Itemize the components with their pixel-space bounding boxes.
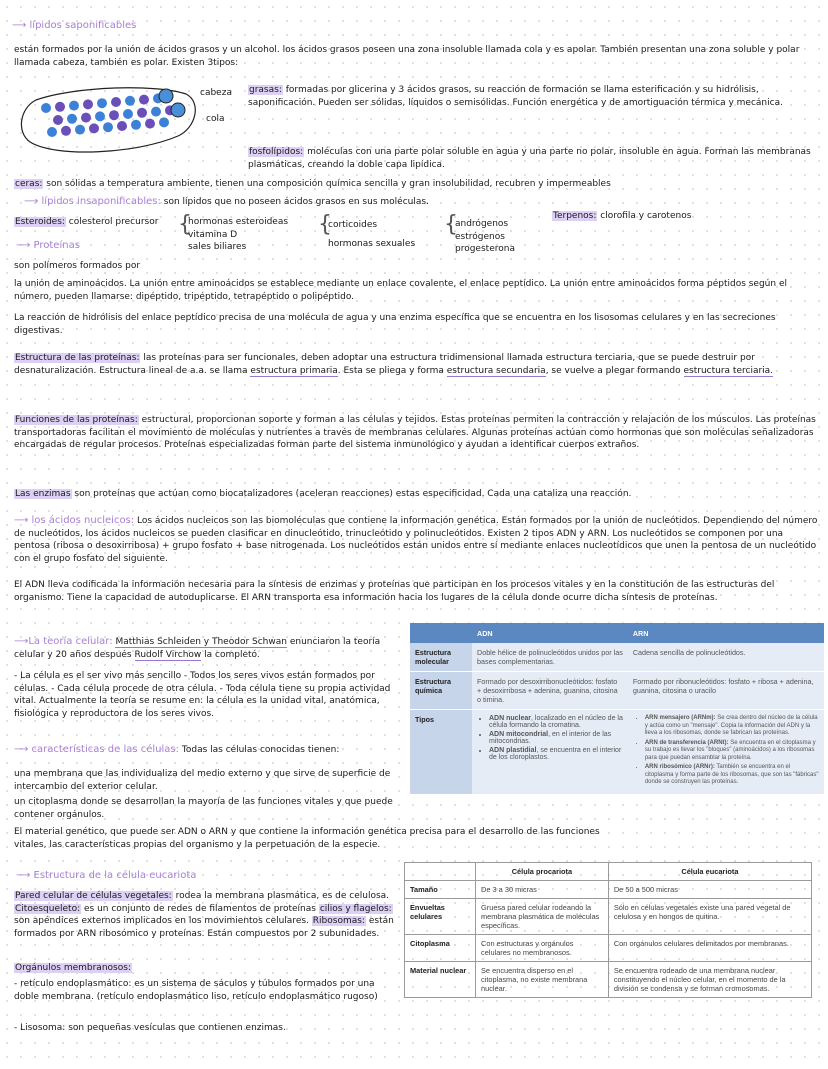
table-cell: Se encuentra rodeado de una membrana nuclear constituyendo el núcleo celular, en el momento de la división se condensa y se forman cromosomas.	[608, 962, 811, 998]
lipid-diagram	[16, 80, 198, 160]
brace-1: {	[178, 212, 192, 237]
table-cell: De 50 a 500 micras	[608, 881, 811, 899]
lipid-head	[159, 89, 173, 103]
caracteristicas-line: ⟶ características de las células: Todas las células conocidas tienen:	[14, 744, 340, 755]
label-cola: cola	[206, 114, 225, 124]
row-header: Material nuclear	[405, 962, 476, 998]
table-header-cell: Célula eucariota	[608, 863, 811, 881]
title-insaponificables: lípidos insaponificables:	[41, 196, 161, 207]
lipid-bead	[89, 123, 99, 133]
table-cell: Gruesa pared celular rodeando la membrana plasmática de moléculas específicas.	[476, 899, 609, 935]
table-row	[410, 672, 824, 710]
ceras-paragraph	[14, 178, 814, 191]
estructura-proteinas: Estructura de las proteínas: las proteínas para ser funcionales, deben adoptar una estructura tridimensional llamada estructura terciaria, que se puede destruir por desnaturalización. Estructura lineal de a.a. se llama estructura primaria. Esta se pliega y forma estructura secundaria, se vuelve a plegar formando estructura terciaria.	[14, 353, 774, 376]
row-header: Tamaño	[405, 881, 476, 899]
list-item: estrógenos	[455, 231, 505, 242]
table-cell: Se encuentra disperso en el citoplasma, no existe membrana nuclear.	[476, 962, 609, 998]
lipid-bead	[103, 122, 113, 132]
brace-3: {	[444, 212, 458, 237]
nucleicos-paragraph-2: El ADN lleva codificada la información necesaria para la síntesis de enzimas y proteínas que participan en los procesos vitales y en la constitución de las estructuras del organismo. Tiene la capacidad de autoduplicarse. El ARN transporta esa información hacia los lugares de la célula donde ocurre dicha síntesis de proteínas.	[14, 580, 775, 603]
esteroides-term: Esteroides:	[15, 217, 65, 227]
lipid-bead	[117, 121, 127, 131]
table-cell: Formado por ribonucleótidos: fosfato + ribosa + adenina, guanina, citosina o uracilo	[628, 672, 824, 710]
table-cell	[472, 710, 628, 795]
caracteristicas-membrana: una membrana que las individualiza del medio externo y que sirve de superficie de intercambio del exterior celular.	[14, 769, 391, 792]
row-header: Tipos	[410, 710, 472, 795]
list-item: corticoides	[328, 220, 378, 230]
lipid-bead	[125, 96, 135, 106]
caracteristicas-material: El material genético, que puede ser ADN o ARN y que contiene la información genética precisa para el desarrollo de las funciones vitales, las características propias del organismo y la perpetuación de la especie.	[14, 827, 600, 850]
funciones-term: Funciones de las proteínas:	[15, 415, 138, 425]
lipid-bead	[145, 119, 155, 129]
list-item: • ADN mitocondrial, en el interior de las mitocondrias.	[489, 731, 623, 745]
lipid-bead	[81, 113, 91, 123]
table-row	[405, 881, 812, 899]
lipid-bead	[41, 103, 51, 113]
terpenos-term: Terpenos:	[553, 211, 597, 221]
table-header-cell	[410, 623, 472, 643]
enzimas-term: Las enzimas	[15, 489, 71, 499]
eucariota-pared: Pared celular de células vegetales: rodea la membrana plasmática, es de celulosa. Citoesqueleto: es un conjunto de redes de filamentos de proteínas cilios y flagelos: son apéndices externos implicados en los movimientos celulares. Ribosomas: están formados por ARN ribosómico y proteínas. Están compuestos por 2 subunidades.	[14, 891, 394, 939]
list-item: vitamina D	[188, 229, 238, 240]
table-cell: Doble hélice de polinucleótidos unidos por las bases complementarias.	[472, 643, 628, 672]
proteinas-p3: La reacción de hidrólisis del enlace peptídico precisa de una molécula de agua y una enzima específica que se encuentra en los lisosomas celulares y en las secreciones digestivas.	[14, 313, 776, 336]
list-item: • ADN plastidial, se encuentra en el interior de los cloroplastos.	[489, 747, 623, 761]
lipid-bead	[131, 120, 141, 130]
list-item: • ARN ribosómico (ARNr): También se encuentra en el citoplasma y forma parte de los ribosomas, que son las "fábricas" donde se construyen las proteínas.	[645, 764, 819, 787]
table-cell: Cadena sencilla de polinucleótidos.	[628, 643, 824, 672]
estructura-secundaria: estructura secundaria	[446, 365, 546, 376]
list-item: andrógenos	[455, 219, 509, 229]
lipid-bead	[109, 110, 119, 120]
lipid-bead	[159, 117, 169, 127]
celula-table	[404, 862, 812, 998]
table-header-cell: Célula procariota	[476, 863, 609, 881]
esteroides-list-3	[455, 218, 515, 256]
table-row	[405, 962, 812, 998]
grasas-text: formadas por glicerina y 3 ácidos grasos, su reacción de formación se llama esterificación y su hidrólisis, saponificación. Pueden ser sólidas, líquidos o semisólidas. Función energética y de amortiguación térmica y mecánica.	[248, 85, 783, 108]
table-cell: Con orgánulos celulares delimitados por membranas.	[608, 935, 811, 962]
row-header: Envueltas celulares	[405, 899, 476, 935]
terpenos-text: clorofila y carotenos	[600, 211, 692, 221]
list-item: • ARN mensajero (ARNm): Se crea dentro del núcleo de la célula y actúa como un "mensaje". Copia la información del ADN y la lleva a los ribosomas, donde se fabrican las proteínas.	[645, 715, 819, 738]
table-cell: Con estructuras y orgánulos celulares no membranosos.	[476, 935, 609, 962]
insaponificables-line: ⟶ lípidos insaponificables: son lípidos que no poseen ácidos grasos en sus moléculas.	[24, 196, 429, 207]
table-header-cell: ADN	[472, 623, 628, 643]
list-item: progesterona	[455, 244, 515, 255]
table-cell: Formado por desoxirribonucleótidos: fosfato + desoxirribosa + adenina, guanina, citosina o timina.	[472, 672, 628, 710]
proteinas-p2: la unión de aminoácidos. La unión entre aminoácidos se establece mediante un enlace covalente, el enlace peptídico. La unión entre aminoácidos forma péptidos según el número, pueden llamarse: dipéptido, tripéptido, tetrapéptido o polipéptido.	[14, 279, 787, 302]
lipid-bead	[67, 114, 77, 124]
lipid-bead	[47, 127, 57, 137]
label-cabeza: cabeza	[200, 88, 232, 98]
fosfolipidos-paragraph	[248, 146, 818, 171]
lipid-head	[171, 103, 185, 117]
funciones-proteinas	[14, 414, 820, 452]
grasas-term: grasas:	[249, 85, 282, 95]
esteroides-text: colesterol precursor	[68, 217, 159, 227]
table-header-row	[405, 863, 812, 881]
proteinas-p1: son polímeros formados por	[14, 261, 141, 271]
lipid-bead	[83, 99, 93, 109]
funciones-text: estructural, proporcionan soporte y forman a las células y tejidos. Estas proteínas permiten la contracción y relajación de los músculos. Las proteínas transportadoras facilitan el movimiento de moléculas y nutrientes a través de membranas celulares. Algunas proteínas actúan como hormonas que son moléculas señalizadoras encargadas de regular procesos. Proteínas especializadas forman parte del sistema inmunológico y ayudan a identificar cuerpos extraños.	[14, 415, 816, 451]
lipid-bead	[55, 102, 65, 112]
list-item: • ADN nuclear, localizado en el núcleo de la célula formando la cromatina.	[489, 715, 623, 729]
fosfolipidos-term: fosfolípidos:	[249, 147, 304, 157]
list-item: • ARN de transferencia (ARNt): Se encuentra en el citoplasma y su trabajo es llevar los "bloques" (aminoácidos) a los ribosomas para que puedan ensamblar la proteína.	[645, 740, 819, 763]
eucariota-organulos-title: Orgánulos membranosos:	[15, 963, 131, 973]
title-teoria: La teoría celular:	[28, 636, 113, 647]
list-item: sales biliares	[188, 242, 247, 253]
lipid-bead	[139, 95, 149, 105]
enzimas-paragraph	[14, 488, 820, 501]
esteroides-list-1	[188, 216, 288, 254]
table-row	[410, 643, 824, 672]
lipid-bead	[53, 115, 63, 125]
terpenos-line	[552, 210, 691, 223]
table-cell: Sólo en células vegetales existe una pared vegetal de celulosa y en hongos de quitina.	[608, 899, 811, 935]
ceras-term: ceras:	[15, 179, 43, 189]
list-item: hormonas sexuales	[328, 239, 416, 249]
grasas-paragraph	[248, 84, 818, 109]
title-nucleicos: los ácidos nucleicos:	[31, 515, 135, 526]
brace-2: {	[318, 212, 332, 237]
eucariota-reticulo: - retículo endoplasmático: es un sistema de sáculos y túbulos formados por una doble membrana. (retículo endoplasmático liso, retículo endoplasmático rugoso)	[14, 979, 378, 1002]
nucleicos-paragraph: ⟶ los ácidos nucleicos: Los ácidos nucleicos son las biomoléculas que contiene la información genética. Están formados por la unión de nucleótidos. Dependiendo del número de nucleótidos, los ácidos nucleicos se pueden clasificar en dinucleótido, trinucleótido y polinucleótidos. Existen 2 tipos ADN y ARN. Los nucleótidos se componen por una pentosa (ribosa o desoxirribosa) + grupo fosfato + base nitrogenada. Los nucleótidos están unidos entre sí mediante enlaces nucleotídicos que unen la pentosa de un nucleótido con el grupo fosfato del siguiente.	[14, 515, 818, 564]
fosfolipidos-text: moléculas con una parte polar soluble en agua y una parte no polar, insoluble en agua. Forman las membranas plasmáticas, creando la doble capa lipídica.	[248, 147, 811, 170]
lipid-bead	[97, 98, 107, 108]
teoria-postulados: - La célula es el ser vivo más sencillo - Todos los seres vivos están formados por células. - Cada célula procede de otra célula. - Toda célula tiene su propia actividad vital. Actualmente la teoría se resume en: la célula es la unidad vital, anatómica, fisiológica y reproductora de los seres vivos.	[14, 671, 391, 719]
enzimas-text: son proteínas que actúan como biocatalizadores (aceleran reacciones) estas especificidad. Cada una cataliza una reacción.	[74, 489, 632, 499]
row-header: Estructura química	[410, 672, 472, 710]
list-item: hormonas esteroideas	[188, 217, 289, 227]
row-header: Estructura molecular	[410, 643, 472, 672]
table-row	[410, 710, 824, 795]
esteroides-list-2	[328, 216, 415, 254]
lipid-bead	[61, 126, 71, 136]
table-cell	[628, 710, 824, 795]
estructura-terciaria: estructura terciaria.	[683, 365, 774, 376]
lipid-bead	[137, 108, 147, 118]
lipid-bead	[75, 125, 85, 135]
lipid-bead	[151, 107, 161, 117]
estructura-term: Estructura de las proteínas:	[15, 353, 140, 363]
saponificables-intro: están formados por la unión de ácidos grasos y un alcohol. los ácidos grasos poseen una zona insoluble llamada cola y es apolar. También presentan una zona soluble y polar llamada cabeza, también es polar. Existen 3tipos:	[14, 45, 800, 68]
teoria-celular: ⟶La teoría celular: Matthias Schleiden y Theodor Schwan enunciaron la teoría celular y 20 años después Rudolf Virchow la completó.	[14, 636, 381, 660]
lipid-bead	[69, 101, 79, 111]
ceras-text: son sólidas a temperatura ambiente, tienen una composición química sencilla y gran insolubilidad, recubren y impermeables	[46, 179, 611, 189]
lipid-bead	[111, 97, 121, 107]
esteroides-line	[14, 216, 158, 229]
caracteristicas-text: Todas las células conocidas tienen:	[181, 745, 340, 755]
lipid-bead	[95, 111, 105, 121]
table-row	[405, 935, 812, 962]
row-header: Citoplasma	[405, 935, 476, 962]
table-row	[405, 899, 812, 935]
table-header-cell	[405, 863, 476, 881]
nucleicos-text: Los ácidos nucleicos son las biomoléculas que contiene la información genética. Están formados por la unión de nucleótidos. Dependiendo del número de nucleótidos, los ácidos nucleicos se pueden clasificar en dinucleótido, trinucleótido y polinucleótidos. Existen 2 tipos ADN y ARN. Los nucleótidos se componen por una pentosa (ribosa o desoxirribosa) + grupo fosfato + base nitrogenada. Los nucleótidos están unidos entre sí mediante enlaces nucleotídicos que unen la pentosa de un nucleótido con el grupo fosfato del siguiente.	[14, 516, 818, 564]
caracteristicas-citoplasma: un citoplasma donde se desarrollan la mayoría de las funciones vitales y que puede contener orgánulos.	[14, 797, 393, 820]
title-saponificables: ⟶ lípidos saponificables	[12, 20, 137, 31]
table-header-row	[410, 623, 824, 643]
insaponificables-text: son lípidos que no poseen ácidos grasos en sus moléculas.	[163, 197, 429, 207]
eucariota-lisosoma: - Lisosoma: son pequeñas vesículas que contienen enzimas.	[14, 1023, 286, 1033]
title-eucariota: ⟶ Estructura de la célula eucariota	[16, 870, 197, 881]
title-caracteristicas: características de las células:	[31, 744, 179, 755]
estructura-primaria: estructura primaria	[250, 365, 338, 376]
title-proteinas: ⟶ Proteínas	[16, 240, 80, 251]
table-cell: De 3 a 30 micras	[476, 881, 609, 899]
adn-arn-table	[410, 623, 824, 795]
table-header-cell: ARN	[628, 623, 824, 643]
lipid-bead	[123, 109, 133, 119]
